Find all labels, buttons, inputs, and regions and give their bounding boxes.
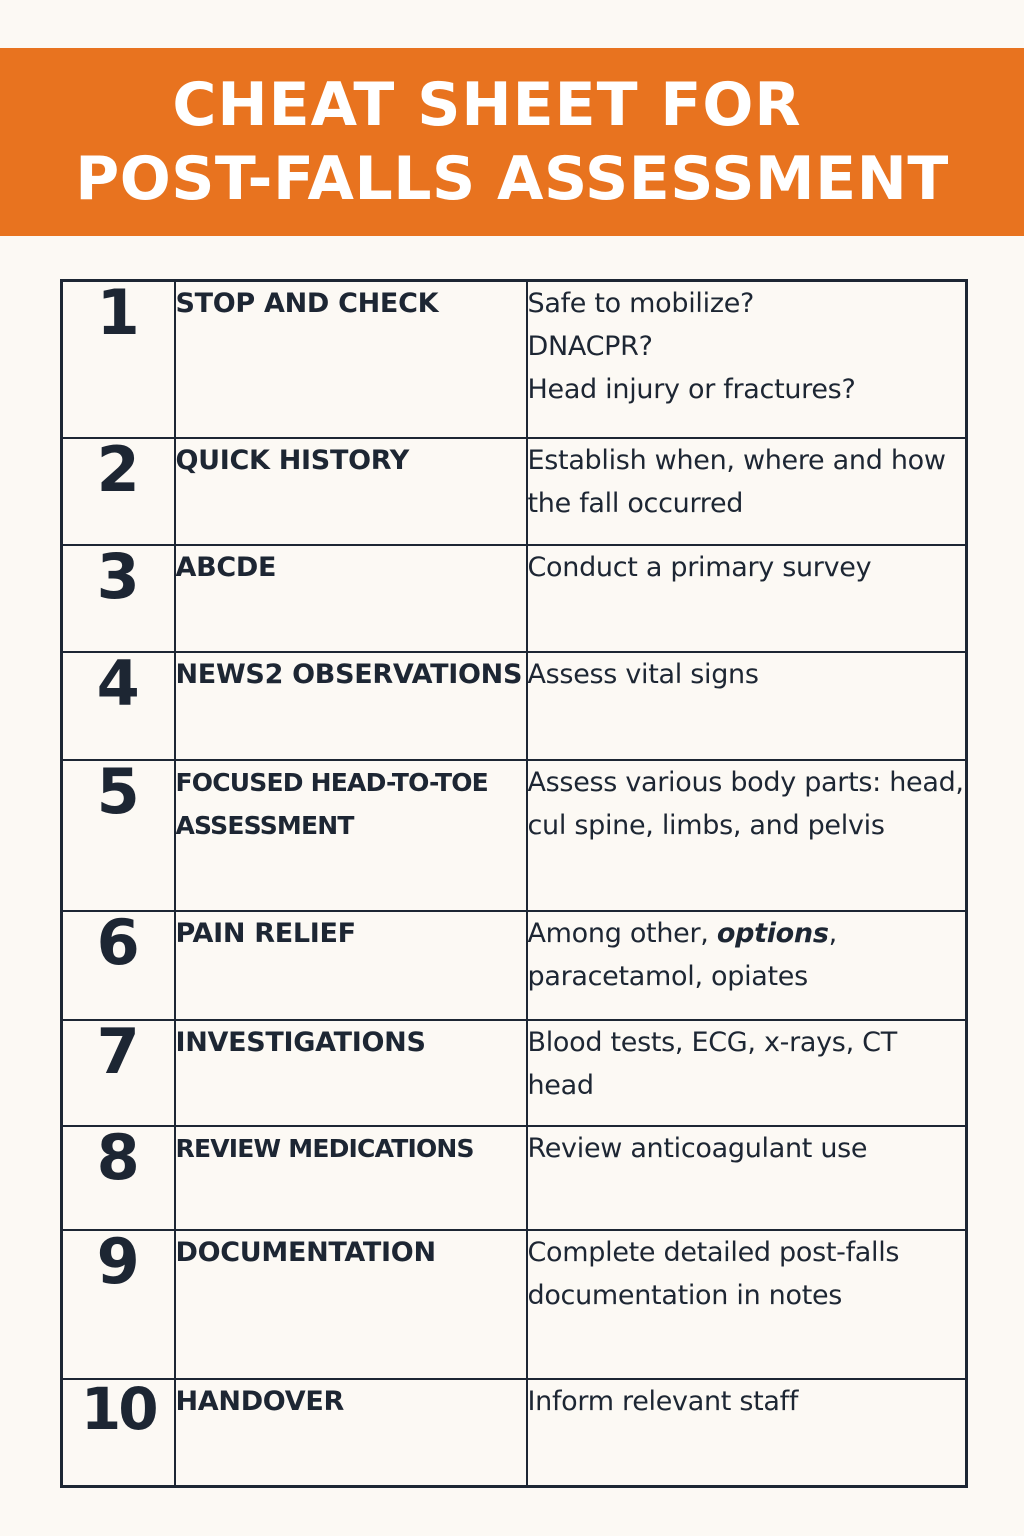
- step-row-9: [62, 1230, 967, 1379]
- step-number: 8: [62, 1126, 175, 1230]
- description-emphasis: options: [716, 917, 829, 949]
- step-title: ABCDE: [175, 545, 527, 652]
- step-description-line: Head injury or fractures?: [527, 374, 856, 405]
- step-number: 10: [62, 1379, 175, 1487]
- step-description: [527, 911, 967, 1020]
- step-description: Assess vital signs: [527, 652, 967, 760]
- description-prefix: Among other,: [527, 917, 717, 949]
- step-description: Establish when, where and how the fall occurred: [527, 438, 967, 545]
- step-description: Conduct a primary survey: [527, 545, 967, 652]
- step-row-8: [62, 1126, 967, 1230]
- step-title: NEWS2 OBSERVATIONS: [175, 652, 527, 760]
- step-row-10: [62, 1379, 967, 1487]
- step-title: HANDOVER: [175, 1379, 527, 1487]
- step-number: 5: [62, 760, 175, 911]
- page-title-line-1: CHEAT SHEET FOR: [172, 70, 802, 140]
- step-number: 2: [62, 438, 175, 545]
- step-description: Inform relevant staff: [527, 1379, 967, 1487]
- step-number: 3: [62, 545, 175, 652]
- step-description-line: Safe to mobilize?: [527, 288, 755, 319]
- step-title: PAIN RELIEF: [175, 911, 527, 1020]
- step-number: 9: [62, 1230, 175, 1379]
- step-row-5: [62, 760, 967, 911]
- step-number: 1: [62, 281, 175, 438]
- description-suffix: , paracetamol, opiates: [527, 917, 837, 992]
- step-row-3: [62, 545, 967, 652]
- step-title: STOP AND CHECK: [175, 281, 527, 438]
- step-number: 4: [62, 652, 175, 760]
- step-title: DOCUMENTATION: [175, 1230, 527, 1379]
- step-number: 6: [62, 911, 175, 1020]
- step-row-7: [62, 1020, 967, 1126]
- step-description: [527, 281, 967, 438]
- step-title: FOCUSED HEAD-TO-TOE ASSESSMENT: [175, 760, 527, 911]
- step-description: Assess various body parts: head, cul spine, limbs, and pelvis: [527, 760, 967, 911]
- steps-table: [60, 276, 968, 1488]
- step-description: Review anticoagulant use: [527, 1126, 967, 1230]
- step-description-line: DNACPR?: [527, 331, 653, 362]
- page-title-line-2: POST-FALLS ASSESSMENT: [75, 144, 949, 214]
- step-row-1: [62, 281, 967, 438]
- step-title: REVIEW MEDICATIONS: [175, 1126, 527, 1230]
- step-number: 7: [62, 1020, 175, 1126]
- step-description: Blood tests, ECG, x-rays, CT head: [527, 1020, 967, 1126]
- step-title: QUICK HISTORY: [175, 438, 527, 545]
- step-row-6: [62, 911, 967, 1020]
- header-banner: [0, 48, 1024, 236]
- step-description: Complete detailed post-falls documentation in notes: [527, 1230, 967, 1379]
- step-row-2: [62, 438, 967, 545]
- step-row-4: [62, 652, 967, 760]
- step-title: INVESTIGATIONS: [175, 1020, 527, 1126]
